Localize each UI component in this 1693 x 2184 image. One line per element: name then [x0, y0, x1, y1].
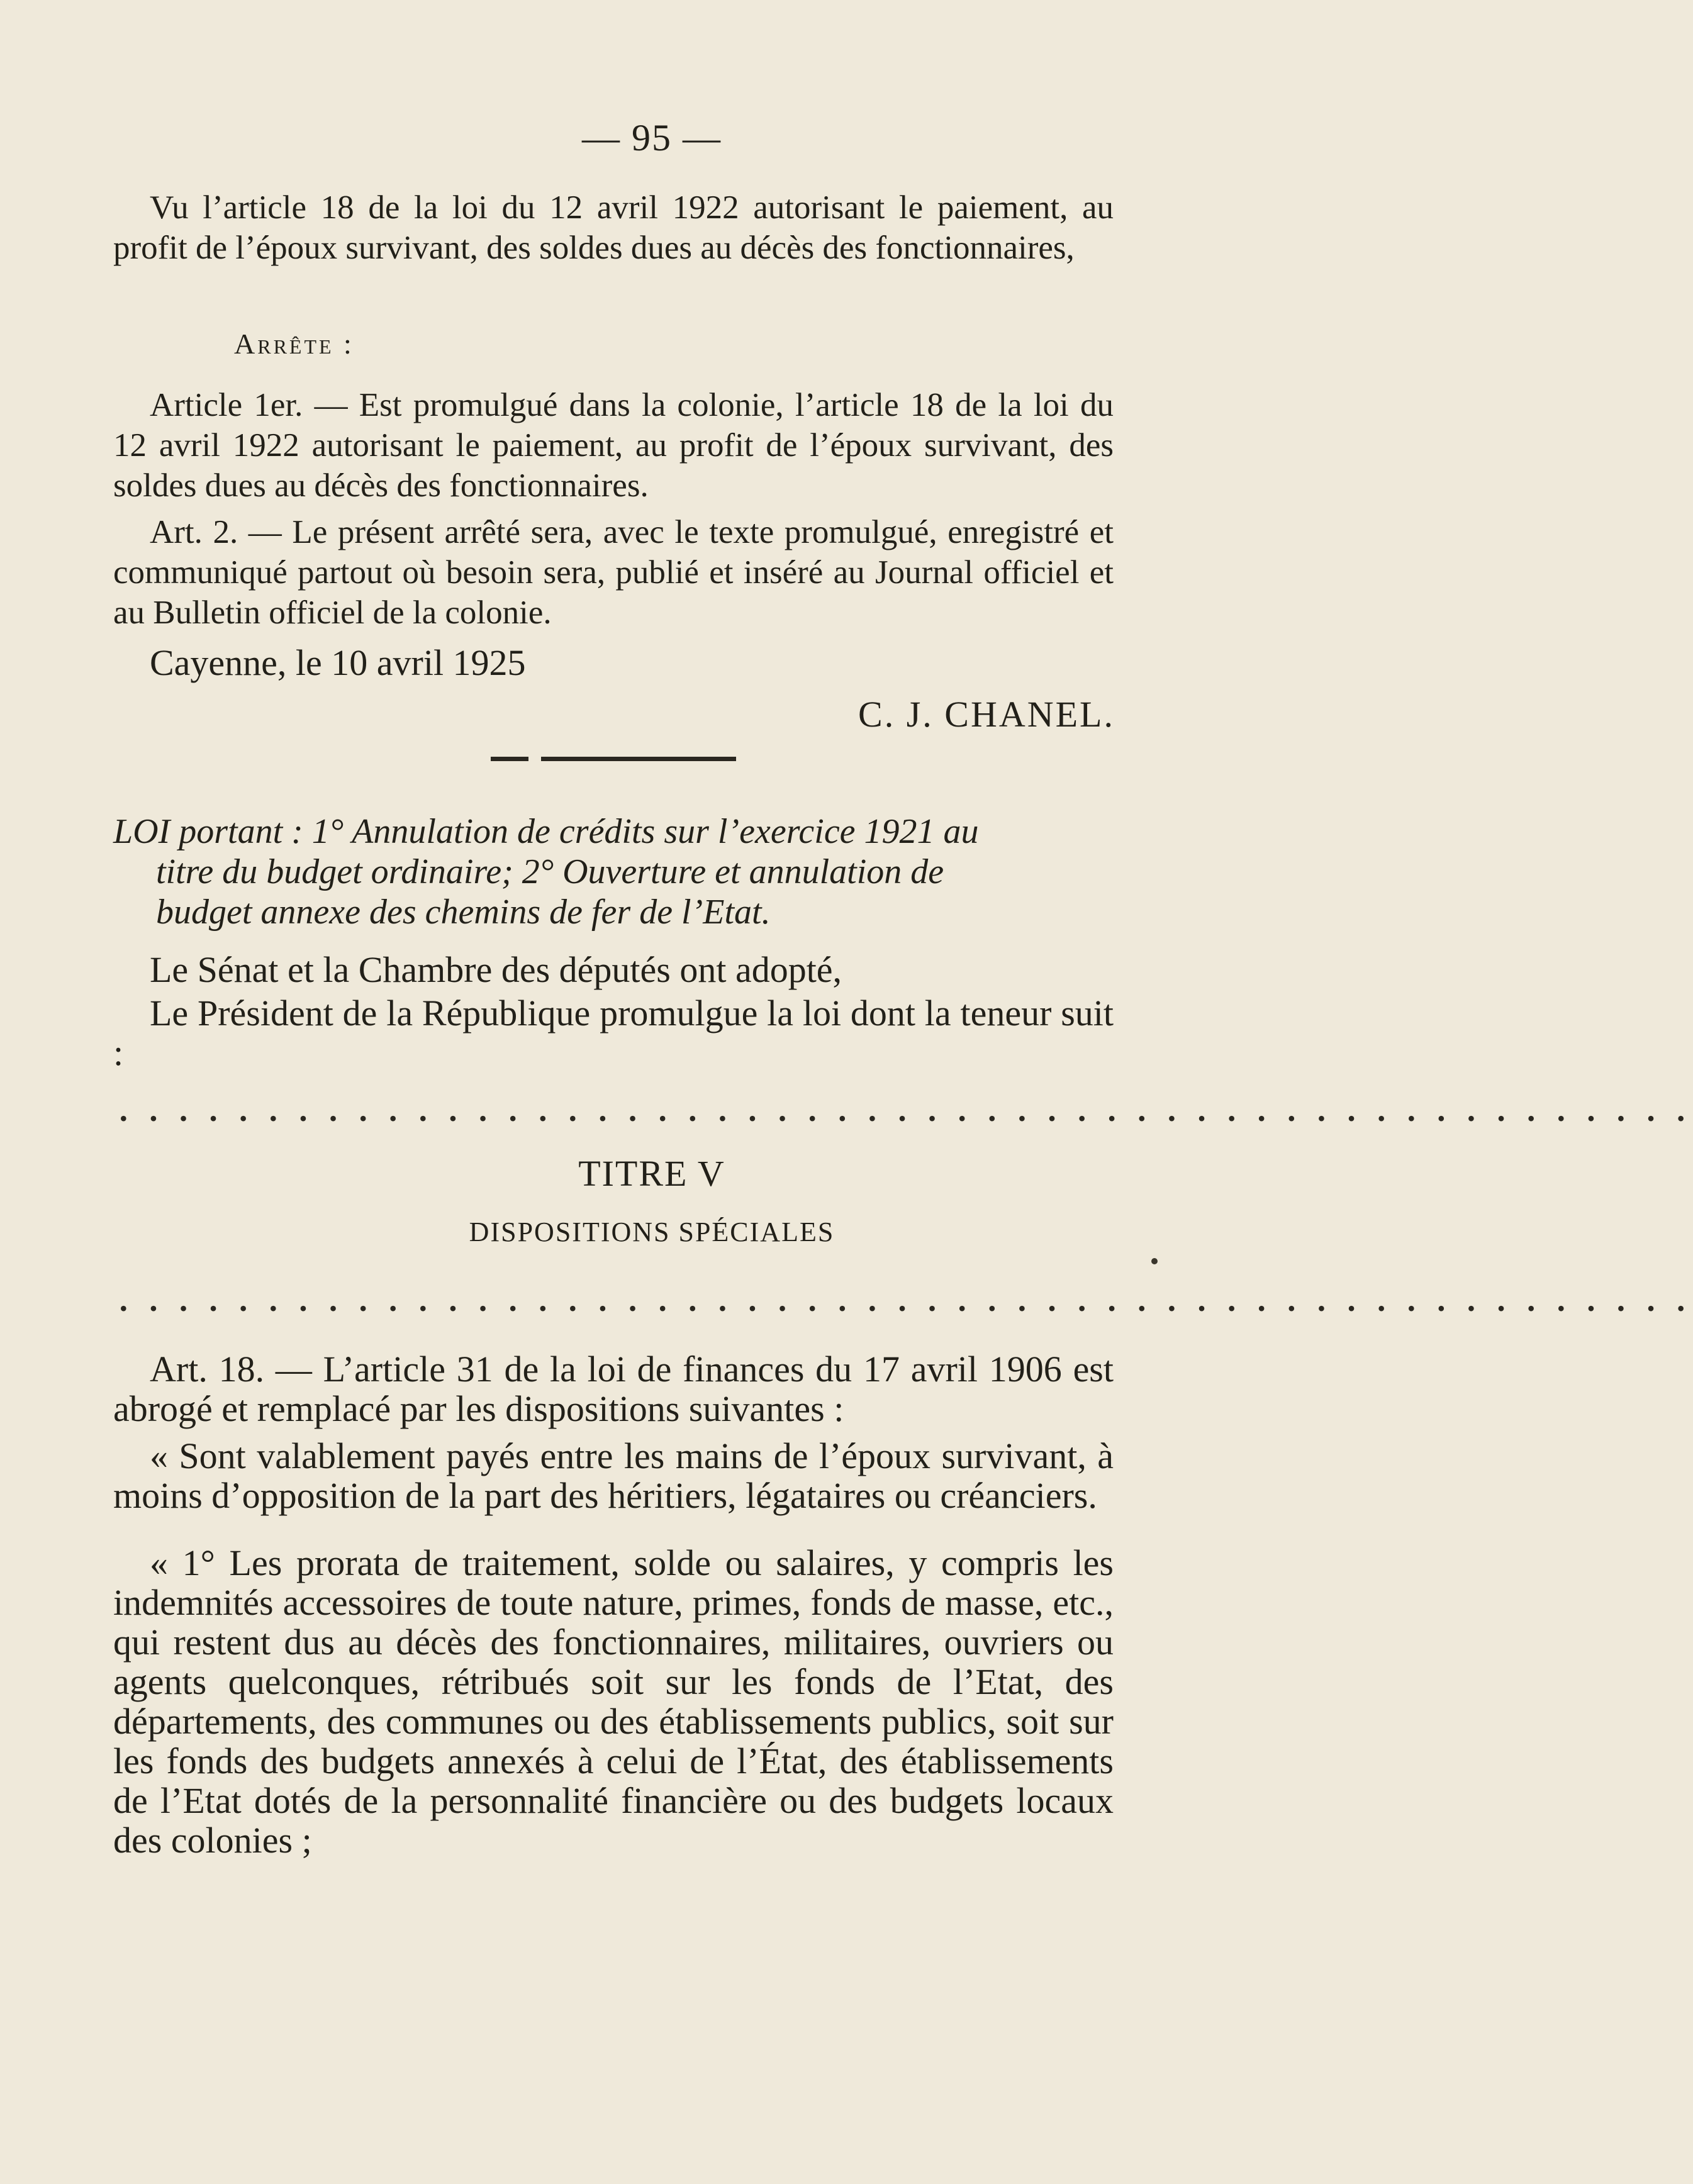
- quote-intro-paragraph: « Sont valablement payés entre les mains de l’époux survivant, à moins d’opposition de la part des héritiers, légataires ou créanciers.: [113, 1435, 1114, 1516]
- article-18-block: [113, 1349, 1114, 1860]
- law-title-line-3: budget annexe des chemins de fer de l’Etat.: [156, 893, 771, 932]
- preamble-block: [113, 187, 1114, 268]
- articles-block: [113, 385, 1114, 633]
- quote-1-paragraph: « 1° Les prorata de traitement, solde ou salaires, y compris les indemnités accessoires de toute nature, primes, fonds de masse, etc., qui restent dus au décès des fonctionnaires, militaires, ouvriers ou agents quelconques, rétribués soit sur les fonds de l’Etat, des départements, des communes ou des établissements publics, soit sur les fonds des budgets annexés à celui de l’État, des établissements de l’Etat dotés de la personnalité financière ou des budgets locaux des colonies ;: [113, 1542, 1114, 1861]
- place-date: Cayenne, le 10 avril 1925: [150, 642, 526, 683]
- enactment-block: [113, 950, 1114, 1072]
- article-18-paragraph: Art. 18. — L’article 31 de la loi de finances du 17 avril 1906 est abrogé et remplacé par les dispositions suivantes :: [113, 1349, 1114, 1429]
- preamble-paragraph: Vu l’article 18 de la loi du 12 avril 1922 autorisant le paiement, au profit de l’époux survivant, des soldes dues au décès des fonctionnaires,: [113, 189, 1114, 266]
- arrete-heading: Arrête :: [234, 328, 354, 360]
- ink-speck: [1151, 1258, 1158, 1264]
- place-date-block: [113, 643, 1114, 682]
- president-line: Le Président de la République promulgue la loi dont la teneur suit :: [113, 993, 1114, 1073]
- law-title: [113, 811, 1114, 932]
- senat-line: Le Sénat et la Chambre des députés ont adopté,: [150, 949, 842, 990]
- article-1-paragraph: Article 1er. — Est promulgué dans la colonie, l’article 18 de la loi du 12 avril 1922 autorisant le paiement, au profit de l’époux survivant, des soldes dues au décès des fonctionnaires.: [113, 387, 1114, 504]
- law-title-line-2: titre du budget ordinaire; 2° Ouverture et annulation de: [156, 852, 944, 891]
- separator-rule-short: [491, 757, 528, 761]
- titre-heading: TITRE V: [578, 1153, 725, 1194]
- article-2-paragraph: Art. 2. — Le présent arrêté sera, avec le texte promulgué, enregistré et communiqué partout où besoin sera, publié et inséré au Journal officiel et au Bulletin officiel de la colonie.: [113, 514, 1114, 631]
- page-number: — 95 —: [582, 117, 722, 159]
- signature: C. J. CHANEL.: [858, 694, 1115, 735]
- separator-rule-long: [541, 757, 736, 761]
- law-title-line-1: LOI portant : 1° Annulation de crédits sur l’exercice 1921 au: [113, 812, 979, 851]
- dot-leader-top: • • • • • • • • • • • • • • • • • • • • • • • • • • • • • • • • • • • • • • • • • • • • • • • • • • • • •: [120, 1106, 1693, 1131]
- dot-leader-bottom: • • • • • • • • • • • • • • • • • • • • • • • • • • • • • • • • • • • • • • • • • • • • • • • • • • • • •: [120, 1296, 1693, 1321]
- dispositions-heading: DISPOSITIONS SPÉCIALES: [469, 1217, 835, 1247]
